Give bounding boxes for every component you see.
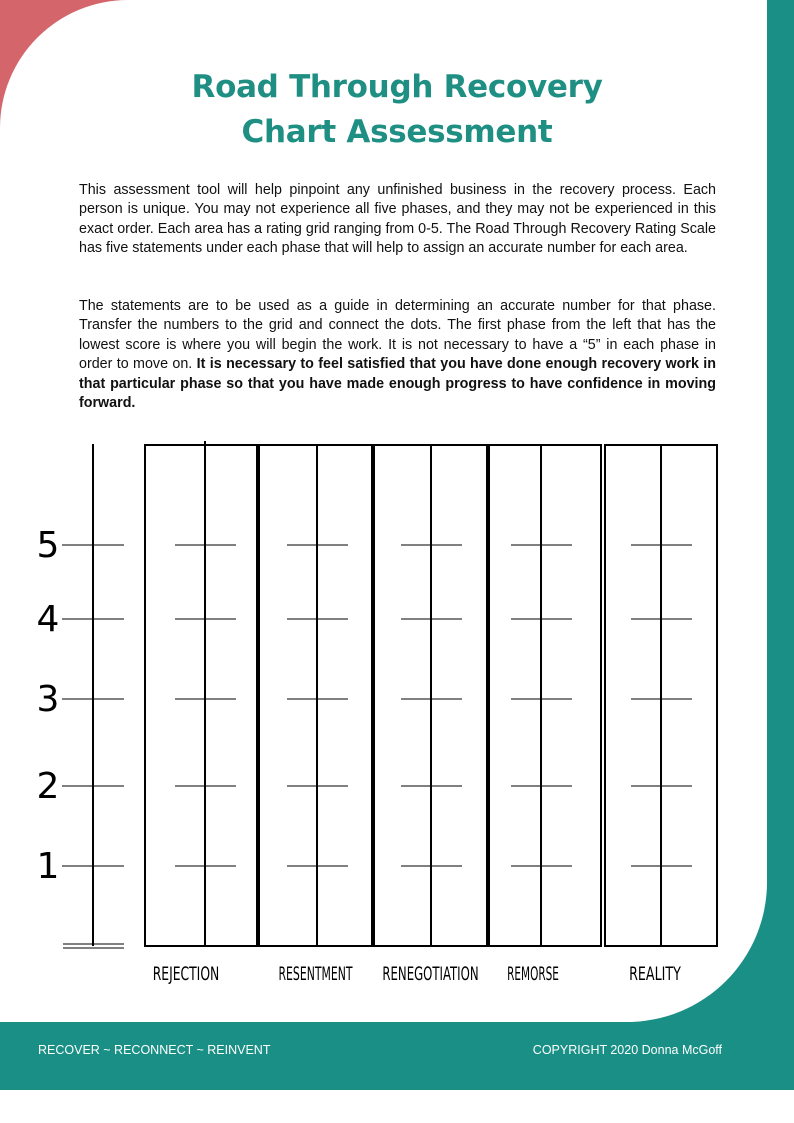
recovery-rating-grid [0, 430, 794, 990]
phase-box-remorse [489, 445, 601, 946]
phase-box-rejection [145, 445, 257, 946]
phase-label-remorse: REMORSE [507, 963, 559, 985]
scale-label-5: 5 [36, 525, 60, 566]
footer-tagline: RECOVER ~ RECONNECT ~ REINVENT [38, 1043, 271, 1057]
scale-label-2: 2 [36, 766, 60, 807]
scale-label-1: 1 [36, 846, 60, 887]
intro-paragraph-2-regular: The statements are to be used as a guide in determining an accurate number for that phase. Transfer the numbers to the grid and connect the dots. The first phase from the left that has the lowest score is where you will begin the work. It is not necessary to have a “5” in each phase in order to move on. [79, 298, 716, 373]
phase-label-renegotiation: RENEGOTIATION [382, 963, 479, 985]
intro-paragraph-1: This assessment tool will help pinpoint any unfinished business in the recovery process. Each person is unique. You may not experience all five phases, and they may not be experienced in this exact order. Each area has a rating grid ranging from 0-5. The Road Through Recovery Rating Scale has five statements under each phase that will help to assign an accurate number for each area. [79, 182, 716, 257]
scale-label-4: 4 [36, 599, 60, 640]
scale-label-3: 3 [36, 679, 60, 720]
page-title-line-2: Chart Assessment [241, 114, 553, 150]
page-title-line-1: Road Through Recovery [191, 69, 603, 105]
phase-label-reality: REALITY [629, 963, 682, 985]
page-bottom-margin [0, 1090, 794, 1123]
phase-label-rejection: REJECTION [152, 963, 220, 985]
intro-paragraph-2 [79, 297, 716, 413]
phase-label-resentment: RESENTMENT [278, 963, 353, 985]
intro-paragraph-2-bold: It is necessary to feel satisfied that you have done enough recovery work in that particular phase so that you have made enough progress to have confidence in moving forward. [79, 356, 716, 412]
footer-copyright: COPYRIGHT 2020 Donna McGoff [532, 1043, 722, 1057]
phase-box-resentment [259, 445, 372, 946]
